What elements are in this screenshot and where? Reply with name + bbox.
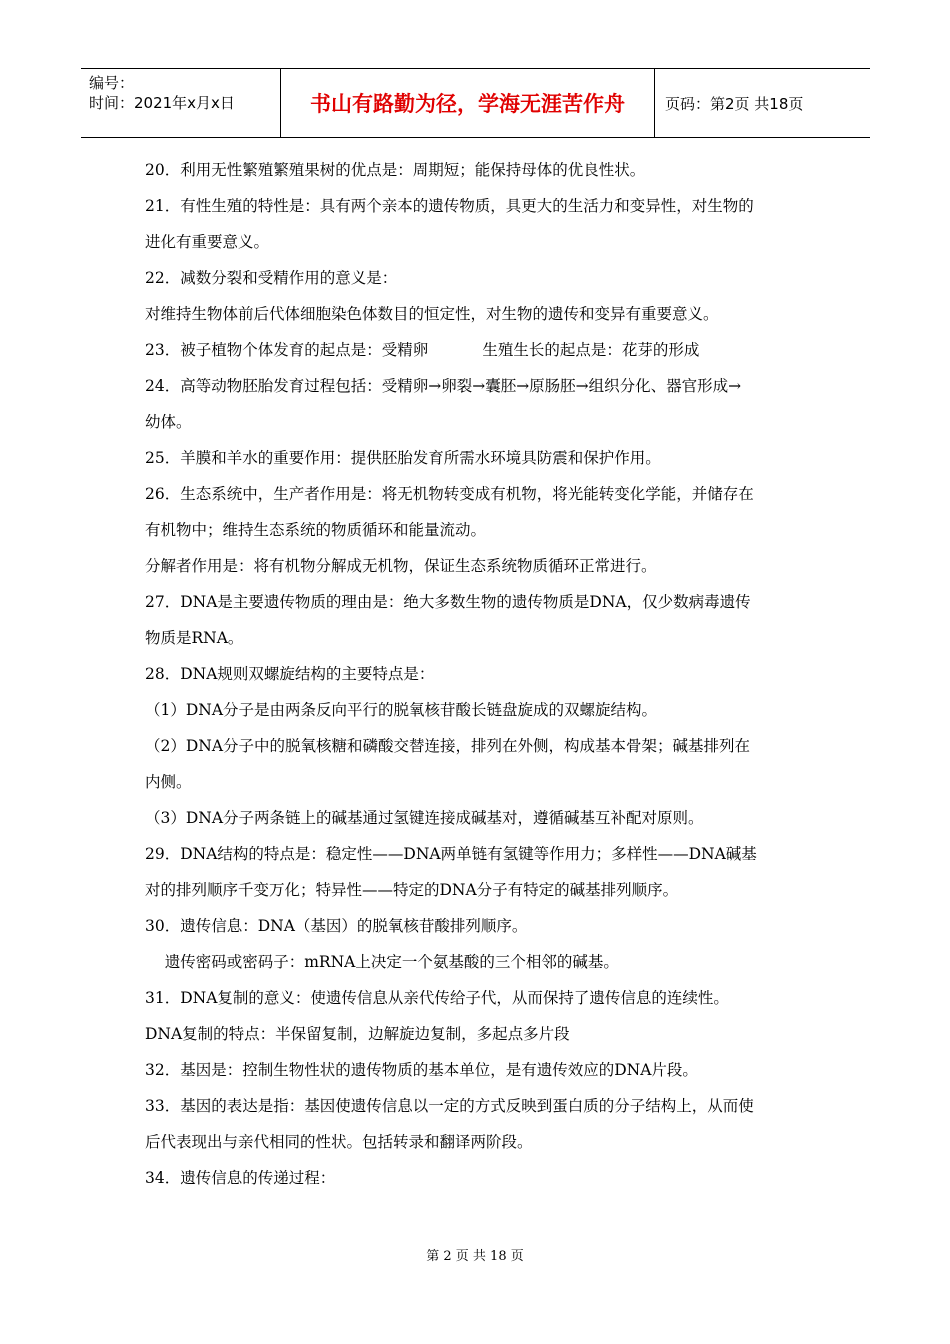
- text-line: 25．羊膜和羊水的重要作用：提供胚胎发育所需水环境具防震和保护作用。: [145, 449, 661, 467]
- header-page-info: 页码：第2页 共18页: [665, 94, 804, 113]
- text-line: 对维持生物体前后代体细胞染色体数目的恒定性，对生物的遗传和变异有重要意义。: [145, 305, 719, 323]
- header-motto: 书山有路勤为径，学海无涯苦作舟: [281, 69, 655, 137]
- text-line: DNA复制的特点：半保留复制，边解旋边复制，多起点多片段: [145, 1025, 570, 1043]
- page-footer: 第 2 页 共 18 页: [426, 1249, 524, 1264]
- page-header: [81, 68, 870, 138]
- number-label: 编号：: [89, 74, 135, 92]
- text-line: 34．遗传信息的传递过程：: [145, 1169, 336, 1187]
- text-line: 23．被子植物个体发育的起点是：受精卵 生殖生长的起点是：花芽的形成: [145, 341, 700, 359]
- text-line: （2）DNA分子中的脱氧核糖和磷酸交替连接，排列在外侧，构成基本骨架；碱基排列在: [145, 737, 751, 755]
- text-line: （3）DNA分子两条链上的碱基通过氢键连接成碱基对，遵循碱基互补配对原则。: [145, 809, 704, 827]
- text-line: 对的排列顺序千变万化；特异性——特定的DNA分子有特定的碱基排列顺序。: [145, 881, 679, 899]
- text-line: 27．DNA是主要遗传物质的理由是：绝大多数生物的遗传物质是DNA，仅少数病毒遗传: [145, 593, 751, 611]
- time-label: 时间：2021年x月x日: [89, 94, 235, 112]
- text-line: 内侧。: [145, 773, 192, 791]
- text-line: 遗传密码或密码子：mRNA上决定一个氨基酸的三个相邻的碱基。: [145, 953, 619, 971]
- text-line: 幼体。: [145, 413, 192, 431]
- text-line: 进化有重要意义。: [145, 233, 270, 251]
- text-line: 26．生态系统中，生产者作用是：将无机物转变成有机物，将光能转变化学能，并储存在: [145, 485, 754, 503]
- text-line: 21．有性生殖的特性是：具有两个亲本的遗传物质，具更大的生活力和变异性，对生物的: [145, 197, 754, 215]
- text-line: 24．高等动物胚胎发育过程包括：受精卵→卵裂→囊胚→原肠胚→组织分化、器官形成→: [145, 377, 742, 395]
- text-line: 22．减数分裂和受精作用的意义是：: [145, 269, 398, 287]
- text-line: 30．遗传信息：DNA（基因）的脱氧核苷酸排列顺序。: [145, 917, 528, 935]
- text-line: 31．DNA复制的意义：使遗传信息从亲代传给子代，从而保持了遗传信息的连续性。: [145, 989, 729, 1007]
- header-info-cell: [81, 69, 281, 137]
- text-line: 后代表现出与亲代相同的性状。包括转录和翻译两阶段。: [145, 1133, 533, 1151]
- text-line: 33．基因的表达是指：基因使遗传信息以一定的方式反映到蛋白质的分子结构上，从而使: [145, 1097, 754, 1115]
- text-line: （1）DNA分子是由两条反向平行的脱氧核苷酸长链盘旋成的双螺旋结构。: [145, 701, 658, 719]
- text-line: 分解者作用是：将有机物分解成无机物，保证生态系统物质循环正常进行。: [145, 557, 657, 575]
- text-line: 有机物中；维持生态系统的物质循环和能量流动。: [145, 521, 487, 539]
- text-line: 32．基因是：控制生物性状的遗传物质的基本单位，是有遗传效应的DNA片段。: [145, 1061, 698, 1079]
- document-body: [145, 152, 810, 1196]
- text-line: 29．DNA结构的特点是：稳定性——DNA两单链有氢键等作用力；多样性——DNA碱基: [145, 845, 757, 863]
- text-line: 物质是RNA。: [145, 629, 244, 647]
- text-line: 28．DNA规则双螺旋结构的主要特点是：: [145, 665, 435, 683]
- text-line: 20．利用无性繁殖繁殖果树的优点是：周期短；能保持母体的优良性状。: [145, 161, 646, 179]
